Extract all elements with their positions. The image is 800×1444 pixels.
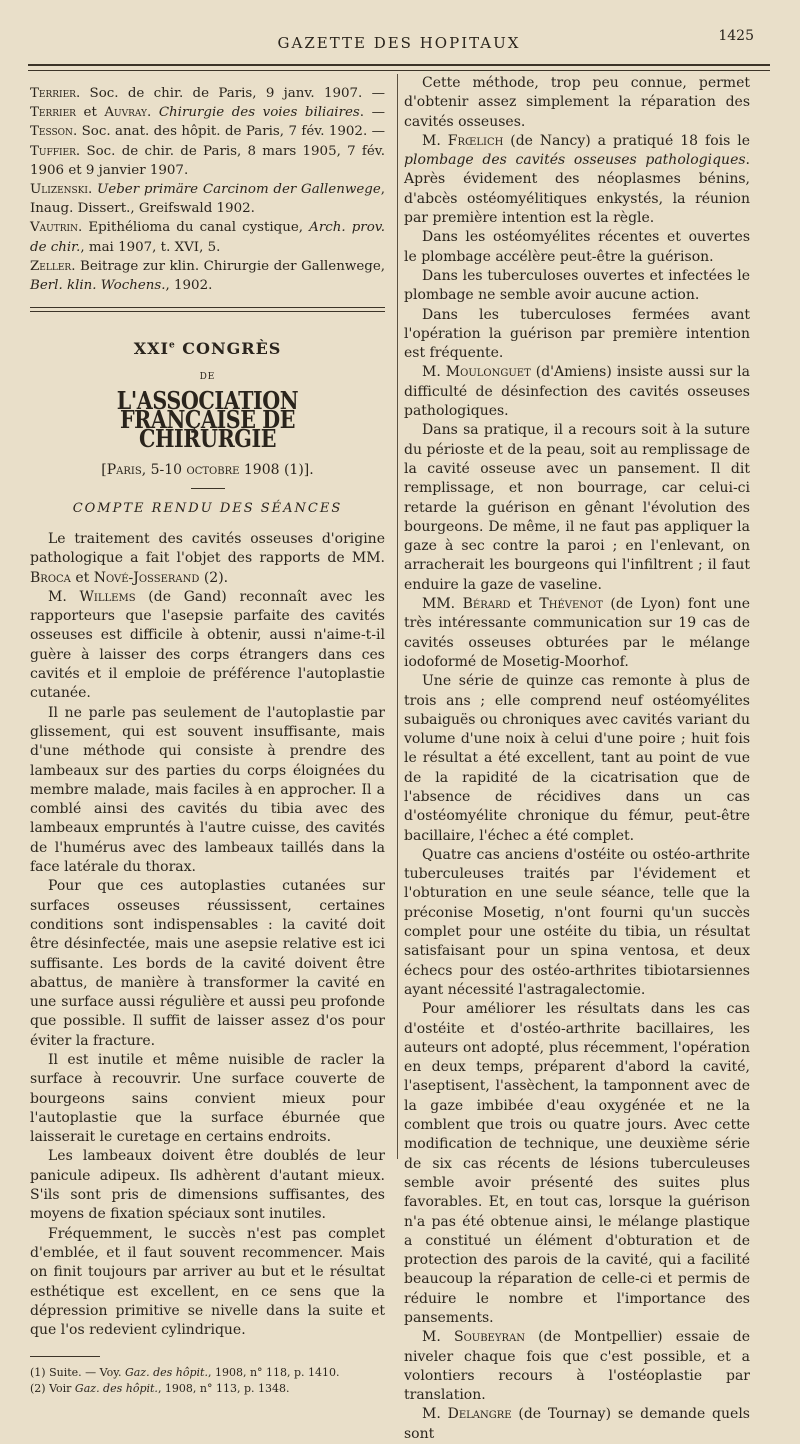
paragraph: [404, 421, 750, 595]
paragraph: [404, 1000, 750, 1328]
text-run: M.: [422, 364, 446, 381]
paragraph: [404, 595, 750, 672]
paragraph: [404, 132, 750, 228]
text-run: Quatre cas anciens d'ostéite ou ostéo-arthrite tuberculeuses traités par l'évidement et l'obturation en une seule séance, telle que la préconise Mosetig, n'ont fourni qu'un succès complet pour une ostéite du tibia, un résultat satisfaisant pour un spina ventosa, et deux échecs pour des ostéo-arthrites tibiotarsiennes ayant nécessité l'astragalectomie.: [404, 846, 750, 998]
association-title: L'ASSOCIATION FRANÇAISE DE CHIRURGIE: [116, 385, 299, 454]
author-name: Soubeyran: [453, 1329, 525, 1346]
text-run: . Après évidement des néoplasmes bénins, d'abcès ostéomyélitiques enkystés, la réunion par première intention est la règle.: [404, 152, 750, 227]
reference-entry: [30, 84, 385, 180]
text-run: , Inaug. Dissert., Greifswald 1902.: [30, 182, 386, 217]
page-header: [28, 28, 770, 56]
paragraph: [404, 1405, 750, 1444]
text-run: , 5-10: [141, 461, 187, 478]
paragraph: [30, 530, 385, 588]
header-rule-thin: [28, 70, 770, 71]
author-name: Moulonguet: [445, 364, 531, 381]
left-article-body: [30, 530, 385, 1340]
author-name: Frœlich: [447, 132, 504, 149]
paragraph: [30, 877, 385, 1051]
journal-title: GAZETTE DES HOPITAUX: [277, 34, 521, 52]
paragraph: [404, 672, 750, 846]
reference-entry: [30, 218, 385, 256]
text-run: .: [87, 182, 97, 198]
right-article-body: [404, 74, 750, 1444]
author-name: Ulizenski: [30, 182, 88, 198]
congress-number: [134, 339, 282, 358]
text-run: Il ne parle pas seulement de l'autoplastie par glissement, qui est souvent insuffisante, mais d'une méthode qui consiste à prendre des lambeaux sur des parties du corps éloignées du membre malade, mais faciles à en approcher. Il a comblé ainsi des cavités du tibia avec des lambeaux empruntés à l'autre cuisse, des cavités de l'humérus avec des lambeaux taillés dans la face latérale du thorax.: [30, 704, 385, 876]
reference-entry: [30, 257, 385, 295]
section-divider: [30, 307, 385, 312]
italic-text: Chirurgie des voies biliaires: [158, 105, 360, 121]
congress-title: [30, 336, 385, 358]
paragraph: [30, 1147, 385, 1224]
italic-text: Arch. prov. de chir.: [30, 220, 385, 255]
paragraph: [404, 267, 750, 306]
text-run: Les lambeaux doivent être doublés de leur panicule adipeux. Ils adhèrent d'autant mieux. S'ils sont pris de dimensions suffisantes, des moyens de fixation spéciaux sont inutiles.: [30, 1148, 385, 1223]
author-name: Delangre: [447, 1406, 512, 1423]
text-run: Dans les ostéomyélites récentes et ouvertes le plombage accélère peut-être la guérison.: [404, 229, 750, 265]
author-name: Auvray: [104, 105, 147, 121]
text-run: 1908 (1)].: [239, 461, 314, 478]
text-run: , mai 1907, t. XVI, 5.: [80, 239, 221, 255]
text-run: Le traitement des cavités osseuses d'origine pathologique a fait l'objet des rapports de MM.: [30, 530, 385, 567]
italic-text: Gaz. des hôpit.: [74, 1382, 158, 1396]
text-run: (d'Amiens) insiste aussi sur la difficulté de désinfection des cavités osseuses pathologiques.: [404, 364, 750, 420]
footnote-rule: [30, 1356, 100, 1357]
text-run: CONGRÈS: [175, 338, 282, 358]
paragraph: [30, 1051, 385, 1147]
text-run: et: [510, 596, 540, 613]
text-run: M.: [422, 1406, 448, 1423]
text-run: XXI: [133, 338, 169, 358]
text-run: (de Montpellier) essaie de niveler chaque fois que c'est possible, et a volontiers recours à l'ostéoplastie par translation.: [404, 1329, 750, 1404]
superscript: e: [169, 340, 176, 351]
text-run: Une série de quinze cas remonte à plus de trois ans ; elle comprend neuf ostéomyélites subaiguës ou chroniques avec cavités variant du volume d'une noix à celui d'une poire ; huit fois le résultat a été excellent, tant au point de vue de la rapidité de la cicatrisation que de l'absence de récidives dans un cas d'ostéomyélite chronique du fémur, peut-être bacillaire, l'échec a été complet.: [404, 673, 750, 844]
author-name: Vautrin: [30, 220, 78, 236]
text-run: Fréquemment, le succès n'est pas complet d'emblée, et il faut souvent recommencer. Mais on finit toujours par arriver au but et le résultat esthétique est excellent, en ce sens que la dépression primitive se nivelle dans la suite et que l'os redevient cylindrique.: [30, 1225, 385, 1339]
paragraph: [404, 306, 750, 364]
text-run: . Beitrage zur klin. Chirurgie der Gallenwege,: [71, 258, 385, 274]
short-rule: [191, 488, 225, 489]
text-run: (de Gand) reconnaît avec les rapporteurs que l'asepsie parfaite des cavités osseuses est difficile à obtenir, aussi n'aime-t-il guère à laisser des corps étrangers dans ces cavités et il emploie de préférence l'autoplastie cutanée.: [30, 588, 385, 702]
paragraph: [404, 1328, 750, 1405]
text-run: . —: [359, 105, 385, 121]
text-run: Dans les tuberculoses ouvertes et infectées le plombage ne semble avoir aucune action.: [404, 267, 750, 304]
author-name: Tuffier: [30, 143, 76, 159]
text-run: , 1908, n° 113, p. 1348.: [157, 1382, 290, 1396]
paragraph: [30, 588, 385, 704]
author-name: octobre: [186, 461, 240, 478]
column-divider: [397, 74, 398, 1159]
footnote: [30, 1381, 385, 1397]
author-name: Thévenot: [539, 596, 603, 613]
author-name: Tesson: [30, 124, 73, 140]
text-run: M.: [422, 132, 448, 149]
bracket: [: [101, 461, 107, 478]
text-run: (1) Suite. — Voy.: [30, 1366, 125, 1380]
right-column: [404, 74, 750, 1444]
text-run: (de Tournay) se demande quels sont: [404, 1406, 750, 1442]
author-name: Willems: [79, 588, 136, 605]
text-run: Dans les tuberculoses fermées avant l'opération la guérison par première intention est fréquente.: [404, 306, 750, 362]
page-number: 1425: [718, 28, 754, 44]
congress-de: DE: [199, 371, 216, 382]
text-run: . Soc. anat. des hôpit. de Paris, 7 fév. 1902. —: [72, 124, 385, 140]
footnote: [30, 1365, 385, 1381]
text-run: . Epithélioma du canal cystique,: [77, 220, 310, 236]
text-run: MM.: [422, 596, 463, 613]
text-run: (2) Voir: [30, 1382, 75, 1396]
text-run: , 1902.: [165, 278, 213, 294]
text-run: . Soc. de chir. de Paris, 9 janv. 1907. —: [75, 86, 385, 101]
text-run: , 1908, n° 118, p. 1410.: [207, 1366, 340, 1380]
text-run: Il est inutile et même nuisible de racler la surface à recouvrir. Une surface couverte de bourgeons sains convient mieux pour l'autoplastie que la surface éburnée que laisserait le curetage en certains endroits.: [30, 1052, 385, 1146]
text-run: (de Lyon) font une très intéressante communication sur 19 cas de cavités osseuses obturées par le mélange iodoformé de Mosetig-Moorhof.: [404, 596, 750, 670]
text-run: (2).: [199, 569, 229, 586]
author-name: Zeller: [30, 258, 72, 274]
paragraph: [404, 846, 750, 1000]
text-run: Dans sa pratique, il a recours soit à la suture du périoste et de la peau, soit au remplissage de la cavité osseuse avec un pansement. Il dit remplissage, et non bourrage, car celui-ci retarde la guérison en gênant l'évolution des bourgeons. De même, il ne faut pas appliquer la gaze à sec contre la paroi ; en l'enlevant, on arracherait les bourgeons qui l'infiltrent ; il faut enduire la gaze de vaseline.: [404, 422, 750, 593]
text-run: et: [70, 569, 94, 586]
italic-text: Berl. klin. Wochens.: [30, 278, 166, 294]
text-run: Pour que ces autoplasties cutanées sur surfaces osseuses réussissent, certaines conditions sont indispensables : la cavité doit être désinfectée, mais une asepsie relative est ici suffisante. Les bords de la cavité doivent être abattus, de manière à transformer la cavité en une surface aussi régulière et aussi peu profonde que possible. Il suffit de laisser assez d'os pour éviter la fracture.: [30, 878, 385, 1049]
paragraph: [404, 74, 750, 132]
reference-list: [30, 84, 385, 295]
author-name: Paris: [106, 461, 142, 478]
header-rule: [28, 64, 770, 66]
text-run: Pour améliorer les résultats dans les cas d'ostéite et d'ostéo-arthrite bacillaires, les auteurs ont adopté, plus récemment, l'opération en deux temps, préparent d'abord la cavité, l'aseptisent, l'assèchent, la tamponnent avec de la gaze imbibée d'eau oxygénée et ne la comblent que trois ou quatre jours. Avec cette modification de technique, une deuxième série de six cas récents de lésions tuberculeuses semble avoir présenté des suites plus favorables. Et, en tout cas, lorsque la guérison n'a pas été obtenue ainsi, le mélange plastique a constitué un élément d'obturation et de protection des parois de la cavité, qui a facilité beaucoup la réparation de celle-ci et permis de réduire le nombre et l'importance des pansements.: [404, 1001, 750, 1326]
paragraph: [30, 1225, 385, 1341]
footnotes: [30, 1365, 385, 1397]
italic-text: plombage des cavités osseuses pathologiques: [404, 152, 746, 169]
text-run: M.: [422, 1329, 454, 1346]
congress-dates: [30, 461, 385, 480]
author-name: Nové-Josserand: [93, 569, 200, 586]
paragraph: [30, 704, 385, 878]
text-run: . Soc. de chir. de Paris, 8 mars 1905, 7 fév. 1906 et 9 janvier 1907.: [30, 143, 385, 178]
author-name: Terrier: [30, 86, 76, 101]
text-run: (de Nancy) a pratiqué 18 fois le: [503, 132, 750, 149]
text-run: M.: [48, 588, 80, 605]
paragraph: [404, 228, 750, 267]
author-name: Broca: [30, 569, 71, 586]
text-run: Cette méthode, trop peu connue, permet d'obtenir assez simplement la réparation des cavités osseuses.: [404, 75, 750, 130]
left-column: [30, 84, 385, 1397]
section-subtitle: COMPTE RENDU DES SÉANCES: [72, 500, 343, 516]
italic-text: Gaz. des hôpit.: [124, 1366, 208, 1380]
italic-text: Ueber primäre Carcinom der Gallenwege: [96, 182, 381, 198]
paragraph: [404, 363, 750, 421]
reference-entry: [30, 180, 385, 218]
author-name: Terrier: [30, 105, 76, 121]
text-run: et: [75, 105, 105, 121]
author-name: Bérard: [462, 596, 511, 613]
text-run: .: [147, 105, 159, 121]
